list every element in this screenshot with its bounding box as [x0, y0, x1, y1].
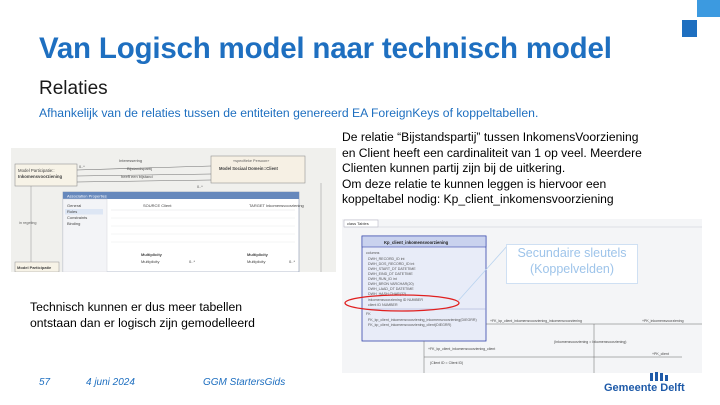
mult-label: 0..* [197, 185, 203, 189]
corner-decoration [682, 20, 697, 37]
connector-label: +FK_kp_client_inkomensvoorziening_client [428, 347, 496, 351]
tree-item: General [67, 203, 82, 208]
callout-line: (Koppelvelden) [529, 262, 615, 276]
tree-item: Binding [67, 221, 81, 226]
column-row: columns [366, 251, 380, 255]
table-title: Kp_client_inkomensvoorziening [384, 240, 449, 245]
gemeente-delft-logo [604, 372, 704, 400]
logo-text: Gemeente Delft [604, 382, 685, 394]
column-row: DWH_RECORD_ID int [368, 257, 405, 261]
description-line: Om deze relatie te kunnen leggen is hiervoor een [342, 176, 607, 191]
bottom-box-title: Model Participatie [17, 265, 52, 270]
slide-title: Van Logisch model naar technisch model [39, 32, 612, 65]
page-number: 57 [39, 377, 51, 388]
footer-date: 4 juni 2024 [86, 377, 135, 388]
mult-label: 0..* [289, 259, 296, 264]
target-label: TARGET Inkomensvoorziening [249, 203, 304, 208]
multiplicity-label: Multiplicity [247, 252, 268, 257]
box-right-title: Model Sociaal Domein::Client [219, 166, 278, 171]
join-label: (Inkomensvoorziening = Inkomensvoorziening) [554, 340, 627, 344]
description-line: Clienten kunnen partij zijn bij de uitkering. [342, 161, 566, 176]
connector-label: +PK_inkomensvoorziening [642, 319, 684, 323]
relation-description [342, 130, 702, 208]
in-regeling-label: in regeling [19, 221, 37, 225]
column-row: DWH_EIND_DT DATETIME [368, 272, 413, 276]
intro-text: Afhankelijk van de relaties tussen de entiteiten genereerd EA ForeignKeys of koppeltabellen. [39, 106, 539, 120]
technical-note [30, 299, 255, 331]
column-row: DWH_DOS_RECORD_ID int [368, 262, 415, 266]
column-row: DWH_LAAD_DT DATETIME [368, 287, 414, 291]
corner-decoration [697, 0, 720, 17]
footer-name: GGM StartersGids [203, 377, 286, 388]
class-tables-graphic [342, 219, 702, 373]
description-line: De relatie “Bijstandspartij” tussen InkomensVoorziening [342, 130, 639, 144]
box-left-title-2: Inkomensvoorziening [18, 174, 63, 179]
fk-row: client ID NUMBER [368, 303, 398, 307]
source-label: SOURCE Client [143, 203, 172, 208]
note-line: ontstaan dan er logisch zijn gemodelleerd [30, 316, 255, 330]
multiplicity-label: Multiplicity [141, 259, 160, 264]
class-tables-screenshot [342, 219, 702, 373]
ea-association-screenshot [11, 148, 336, 272]
column-row: DWH_START_DT DATETIME [368, 267, 416, 271]
description-line: en Client heeft een cardinaliteit van 1 op veel. Meerdere [342, 145, 642, 160]
rel-label: Interessering [119, 158, 143, 163]
logo-icon [604, 372, 704, 382]
secondary-keys-callout [506, 244, 638, 284]
ea-association-graphic [11, 148, 336, 272]
fk-row: inkomensvoorziening ID NUMBER [368, 298, 423, 302]
rel-label: heeft een bijstand [121, 174, 153, 179]
slide-subtitle: Relaties [39, 78, 108, 99]
connector-label: +FK_kp_client_inkomensvoorziening_inkomensvoorziening [490, 319, 582, 323]
join-label: (Client ID = Client ID) [430, 361, 464, 365]
connector-label: +PK_client [652, 352, 669, 356]
fk-line: FK_kp_client_inkomensvoorziening_client(DIEGRR) [368, 323, 452, 327]
tab-label: class Tables [347, 221, 369, 227]
fk-line: FK_kp_client_inkomensvoorziening_inkomensvoorziening(DIEGRR) [368, 318, 477, 322]
mult-label: 0..* [189, 259, 196, 264]
rel-label: Bijstandspartij [127, 166, 152, 171]
note-line: Technisch kunnen er dus meer tabellen [30, 300, 243, 314]
box-left-title: Model Participatie:: [18, 168, 55, 173]
description-line: koppeltabel nodig: Kp_client_inkomensvoorziening [342, 192, 614, 207]
column-row: DWH_RUN_ID int [368, 277, 397, 281]
fk-section: FK [366, 312, 371, 316]
multiplicity-label: Multiplicity [247, 259, 266, 264]
box-right-stereo: «specifieke Persoon» [233, 159, 270, 163]
column-row: DWH_HASH CHAR(32) [368, 292, 407, 296]
multiplicity-label: Multiplicity [141, 252, 162, 257]
dialog-title: Association Properties [67, 193, 107, 199]
callout-line: Secundaire sleutels [517, 246, 627, 260]
tree-item: Roles [67, 209, 78, 214]
tree-item: Constraints [67, 215, 88, 220]
column-row: DWH_BRON VARCHAR(20) [368, 282, 414, 286]
mult-label: 0..* [79, 165, 85, 169]
